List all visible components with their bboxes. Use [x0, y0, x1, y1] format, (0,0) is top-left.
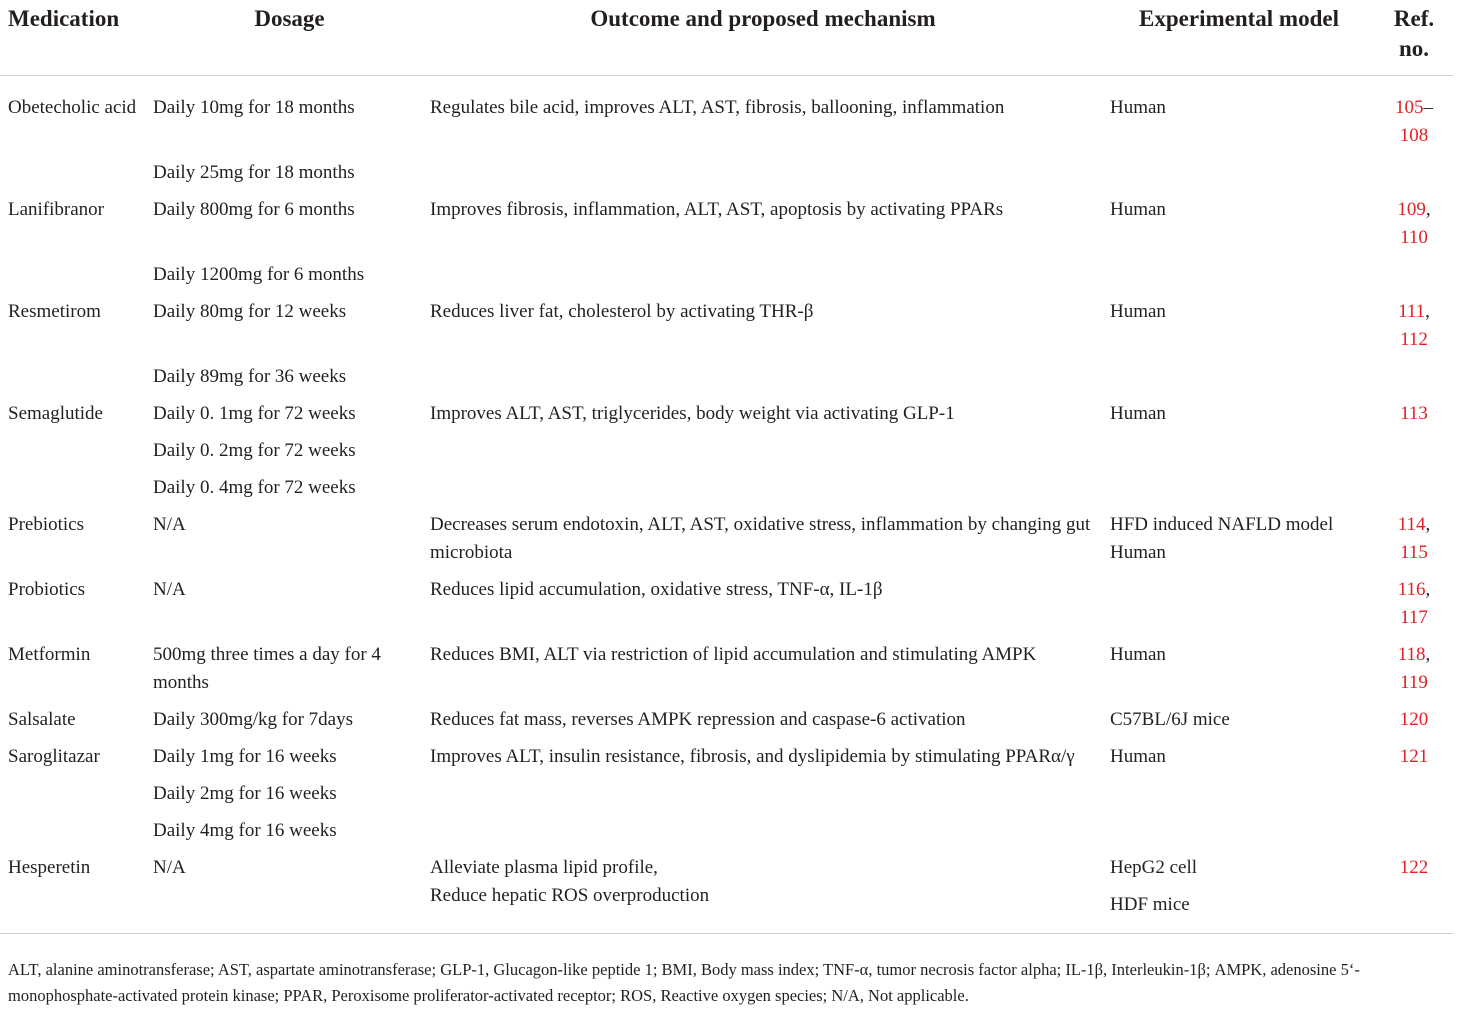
table-row: [0, 289, 1453, 354]
table-row: [0, 734, 1453, 771]
model-cell: [1103, 567, 1375, 632]
dosage-cell: Daily 0. 4mg for 72 weeks: [153, 477, 356, 498]
ref-cell: [1375, 502, 1453, 567]
outcome-line: Reduce hepatic ROS overproduction: [430, 885, 710, 906]
table-footnote: ALT, alanine aminotransferase; AST, aspartate aminotransferase; GLP-1, Glucagon-like peptide 1; BMI, Body mass index; TNF-α, tumor necrosis factor alpha; IL-1β, Interleukin-1β; AMPK, adenosine 5‘-monophosphate-activated protein kinase; PPAR, Peroxisome proliferator-activated receptor; ROS, Reactive oxygen species; N/A, Not applicable.: [8, 960, 1360, 1005]
model-cell: C57BL/6J mice: [1110, 709, 1230, 730]
table-row: [0, 354, 1453, 391]
model-cell: Human: [1110, 403, 1166, 424]
ref-separator: ,: [1425, 644, 1431, 665]
dosage-cell: N/A: [153, 579, 186, 600]
model-cell: HFD induced NAFLD model Human: [1110, 514, 1334, 563]
ref-link[interactable]: 114: [1397, 514, 1426, 535]
model-cell: Human: [1110, 746, 1166, 767]
header-ref-line2: no.: [1398, 36, 1430, 61]
dosage-cell: Daily 10mg for 18 months: [153, 97, 355, 118]
medication-cell: Resmetirom: [8, 301, 101, 322]
dosage-cell: Daily 89mg for 36 weeks: [153, 366, 347, 387]
dosage-cell: Daily 4mg for 16 weeks: [153, 820, 337, 841]
header-ref: [1375, 0, 1453, 76]
ref-separator: ,: [1425, 199, 1431, 220]
ref-link[interactable]: 120: [1399, 709, 1429, 730]
model-line: HDF mice: [1110, 894, 1190, 915]
dosage-cell: Daily 2mg for 16 weeks: [153, 783, 337, 804]
ref-link[interactable]: 110: [1400, 227, 1428, 248]
ref-cell: [1375, 632, 1453, 697]
model-cell: Human: [1110, 97, 1166, 118]
table-row: [0, 697, 1453, 734]
ref-separator: ,: [1425, 579, 1431, 600]
medication-cell: Hesperetin: [0, 845, 146, 934]
ref-link[interactable]: 121: [1399, 746, 1429, 767]
ref-link[interactable]: 119: [1400, 672, 1428, 693]
dosage-cell: Daily 80mg for 12 weeks: [153, 301, 347, 322]
header-medication: Medication: [0, 0, 146, 76]
medication-cell: Obetecholic acid: [8, 97, 137, 118]
ref-link[interactable]: 108: [1399, 125, 1429, 146]
ref-link[interactable]: 117: [1400, 607, 1428, 628]
table-row: [0, 391, 1453, 428]
ref-cell: [1375, 734, 1453, 771]
table-row: [0, 808, 1453, 845]
outcome-cell: Improves ALT, insulin resistance, fibrosis, and dyslipidemia by stimulating PPARα/γ: [430, 746, 1075, 767]
header-model: Experimental model: [1103, 0, 1375, 76]
table-row: [0, 252, 1453, 289]
table-row: [0, 428, 1453, 465]
dosage-cell: Daily 0. 1mg for 72 weeks: [153, 403, 356, 424]
ref-cell: [1375, 567, 1453, 632]
model-cell: Human: [1110, 644, 1166, 665]
ref-link[interactable]: 116: [1397, 579, 1426, 600]
ref-cell: [1375, 187, 1453, 252]
outcome-cell: Reduces BMI, ALT via restriction of lipid accumulation and stimulating AMPK: [430, 644, 1037, 665]
model-cell: Human: [1110, 301, 1166, 322]
dosage-cell: 500mg three times a day for 4 months: [153, 644, 381, 693]
ref-cell: [1375, 845, 1453, 934]
ref-link[interactable]: 118: [1397, 644, 1426, 665]
outcome-cell: Improves ALT, AST, triglycerides, body weight via activating GLP-1: [430, 403, 955, 424]
ref-cell: [1375, 76, 1453, 151]
dosage-cell: Daily 25mg for 18 months: [153, 162, 355, 183]
outcome-line: Alleviate plasma lipid profile,: [430, 857, 658, 878]
dosage-cell: Daily 1mg for 16 weeks: [153, 746, 337, 767]
model-line: HepG2 cell: [1110, 857, 1198, 878]
outcome-cell: Regulates bile acid, improves ALT, AST, fibrosis, ballooning, inflammation: [430, 97, 1005, 118]
ref-link[interactable]: 122: [1399, 857, 1429, 878]
ref-link[interactable]: 115: [1400, 542, 1428, 563]
table-row: [0, 76, 1453, 151]
ref-separator: ,: [1425, 301, 1430, 322]
ref-link[interactable]: 105: [1395, 97, 1424, 118]
dosage-cell: Daily 1200mg for 6 months: [153, 264, 365, 285]
medication-cell: Prebiotics: [8, 514, 84, 535]
outcome-cell: Decreases serum endotoxin, ALT, AST, oxidative stress, inflammation by changing gut microbiota: [430, 514, 1091, 563]
header-dosage: Dosage: [146, 0, 423, 76]
medication-cell: Metformin: [8, 644, 91, 665]
model-cell: Human: [1110, 199, 1166, 220]
outcome-cell: Improves fibrosis, inflammation, ALT, AST, apoptosis by activating PPARs: [430, 199, 1004, 220]
ref-cell: [1375, 289, 1453, 354]
medication-cell: Semaglutide: [8, 403, 103, 424]
outcome-cell: [423, 845, 1103, 934]
ref-link[interactable]: 112: [1400, 329, 1428, 350]
medication-cell: Saroglitazar: [8, 746, 100, 767]
outcome-cell: Reduces liver fat, cholesterol by activating THR-β: [430, 301, 814, 322]
table-body: [0, 76, 1453, 934]
table-header: [0, 0, 1453, 76]
header-row: [0, 0, 1453, 76]
ref-separator: –: [1423, 97, 1433, 118]
ref-link[interactable]: 111: [1398, 301, 1426, 322]
table-row: [0, 465, 1453, 502]
outcome-cell: Reduces lipid accumulation, oxidative stress, TNF-α, IL-1β: [430, 579, 883, 600]
ref-cell: [1375, 391, 1453, 428]
model-cell: [1103, 845, 1375, 934]
table-row: [0, 187, 1453, 252]
header-outcome: Outcome and proposed mechanism: [423, 0, 1103, 76]
dosage-cell: N/A: [153, 514, 186, 535]
medication-cell: Salsalate: [8, 709, 76, 730]
ref-link[interactable]: 109: [1397, 199, 1426, 220]
medication-cell: Probiotics: [8, 579, 86, 600]
medication-cell: Lanifibranor: [8, 199, 105, 220]
dosage-cell: Daily 0. 2mg for 72 weeks: [153, 440, 356, 461]
table-row: [0, 567, 1453, 632]
ref-link[interactable]: 113: [1400, 403, 1428, 424]
table-row: [0, 845, 1453, 934]
ref-separator: ,: [1425, 514, 1431, 535]
table-row: [0, 632, 1453, 697]
table-row: [0, 150, 1453, 187]
dosage-cell: N/A: [146, 845, 423, 934]
dosage-cell: Daily 300mg/kg for 7days: [153, 709, 354, 730]
ref-cell: [1375, 697, 1453, 734]
header-ref-line1: Ref.: [1393, 6, 1435, 31]
outcome-cell: Reduces fat mass, reverses AMPK repression and caspase-6 activation: [430, 709, 966, 730]
dosage-cell: Daily 800mg for 6 months: [153, 199, 355, 220]
table-row: [0, 502, 1453, 567]
